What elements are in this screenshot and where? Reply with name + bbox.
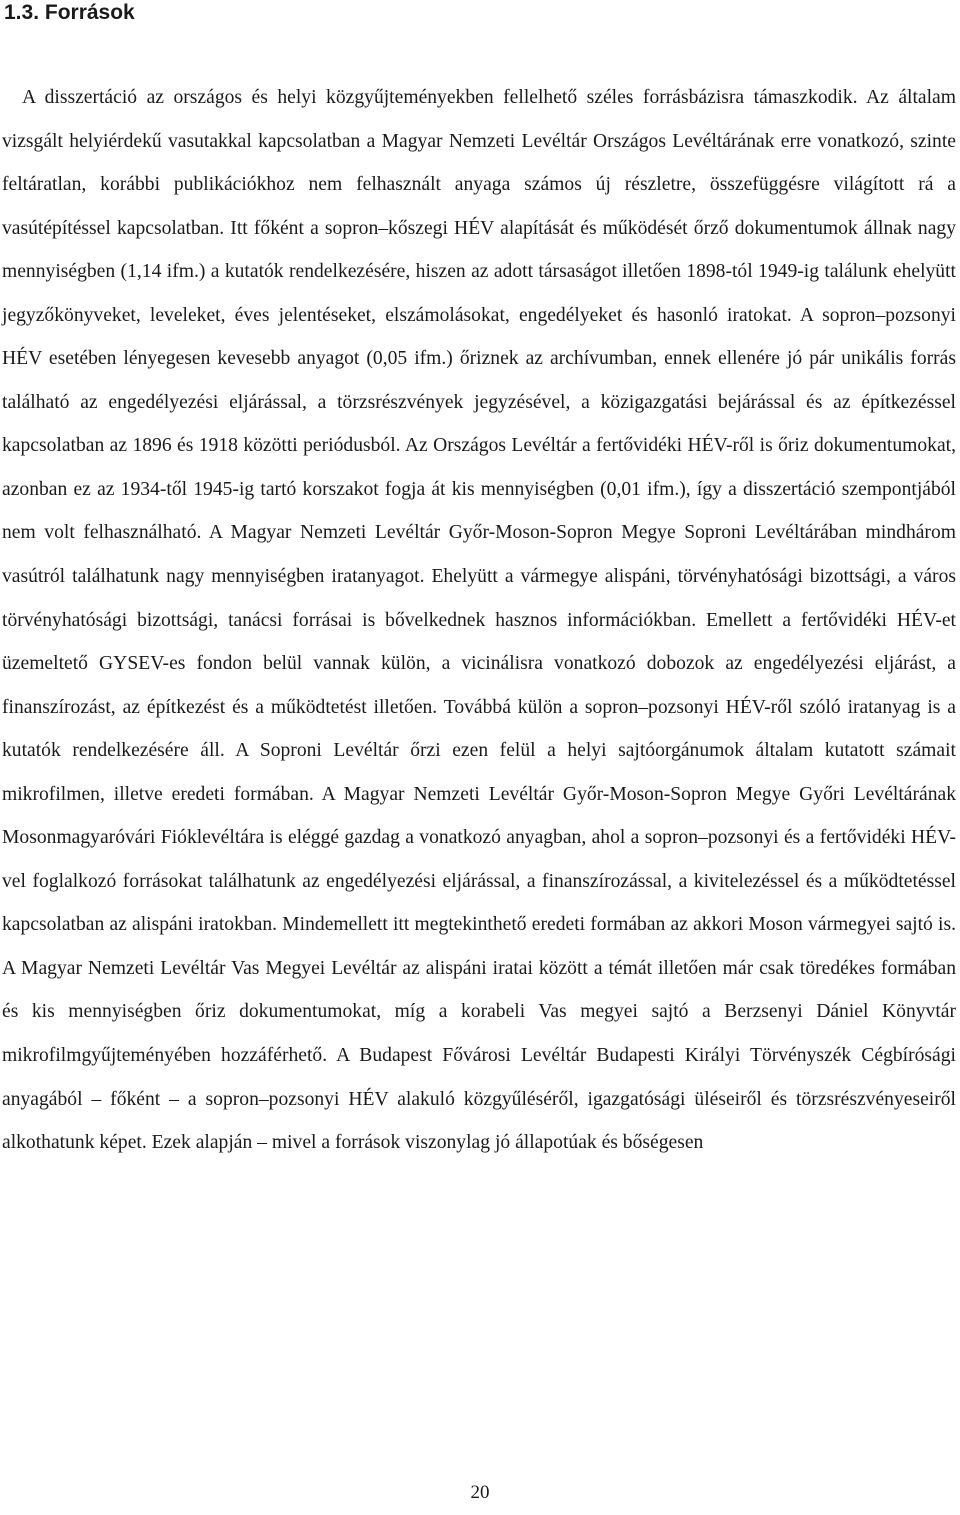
page-number: 20	[470, 1482, 490, 1503]
section-heading: 1.3. Források	[4, 1, 135, 24]
body-paragraph: A disszertáció az országos és helyi közgyűjteményekben fellelhető széles forrásbázisra támaszkodik. Az általam vizsgált helyiérdekű vasutakkal kapcsolatban a Magyar Nemzeti Levéltár Országos Levéltárának erre vonatkozó, szinte feltáratlan, korábbi publikációkhoz nem felhasznált anyaga számos új részletre, összefüggésre világított rá a vasútépítéssel kapcsolatban. Itt főként a sopron–kőszegi HÉV alapítását és működését őrző dokumentumok állnak nagy mennyiségben (1,14 ifm.) a kutatók rendelkezésére, hiszen az adott társaságot illetően 1898-tól 1949-ig találunk ehelyütt jegyzőkönyveket, leveleket, éves jelentéseket, elszámolásokat, engedélyeket és hasonló iratokat. A sopron–pozsonyi HÉV esetében lényegesen kevesebb anyagot (0,05 ifm.) őriznek az archívumban, ennek ellenére jó pár unikális forrás található az engedélyezési eljárással, a törzsrészvények jegyzésével, a közigazgatási bejárással és az építkezéssel kapcsolatban az 1896 és 1918 közötti periódusból. Az Országos Levéltár a fertővidéki HÉV-ről is őriz dokumentumokat, azonban ez az 1934-től 1945-ig tartó korszakot fogja át kis mennyiségben (0,01 ifm.), így a disszertáció szempontjából nem volt felhasználható. A Magyar Nemzeti Levéltár Győr-Moson-Sopron Megye Soproni Levéltárában mindhárom vasútról találhatunk nagy mennyiségben iratanyagot. Ehelyütt a vármegye alispáni, törvényhatósági bizottsági, a város törvényhatósági bizottsági, tanácsi forrásai is bővelkednek hasznos információkban. Emellett a fertővidéki HÉV-et üzemeltető GYSEV-es fondon belül vannak külön, a vicinálisra vonatkozó dobozok az engedélyezési eljárást, a finanszírozást, az építkezést és a működtetést illetően. Továbbá külön a sopron–pozsonyi HÉV-ről szóló iratanyag is a kutatók rendelkezésére áll. A Soproni Levéltár őrzi ezen felül a helyi sajtóorgánumok általam kutatott számait mikrofilmen, illetve eredeti formában. A Magyar Nemzeti Levéltár Győr-Moson-Sopron Megye Győri Levéltárának Mosonmagyaróvári Fióklevéltára is eléggé gazdag a vonatkozó anyagban, ahol a sopron–pozsonyi és a fertővidéki HÉV-vel foglalkozó forrásokat találhatunk az engedélyezési eljárással, a finanszírozással, a kivitelezéssel és a működtetéssel kapcsolatban az alispáni iratokban. Mindemellett itt megtekinthető eredeti formában az akkori Moson vármegyei sajtó is. A Magyar Nemzeti Levéltár Vas Megyei Levéltár az alispáni iratai között a témát illetően már csak töredékes formában és kis mennyiségben őriz dokumentumokat, míg a korabeli Vas megyei sajtó a Berzsenyi Dániel Könyvtár mikrofilmgyűjteményében hozzáférhető. A Budapest Fővárosi Levéltár Budapesti Királyi Törvényszék Cégbírósági anyagából – főként – a sopron–pozsonyi HÉV alakuló közgyűléséről, igazgatósági üléseiről és törzsrészvényeseiről alkothatunk képet. Ezek alapján – mivel a források viszonylag jó állapotúak és bőségesen	[2, 87, 956, 1154]
